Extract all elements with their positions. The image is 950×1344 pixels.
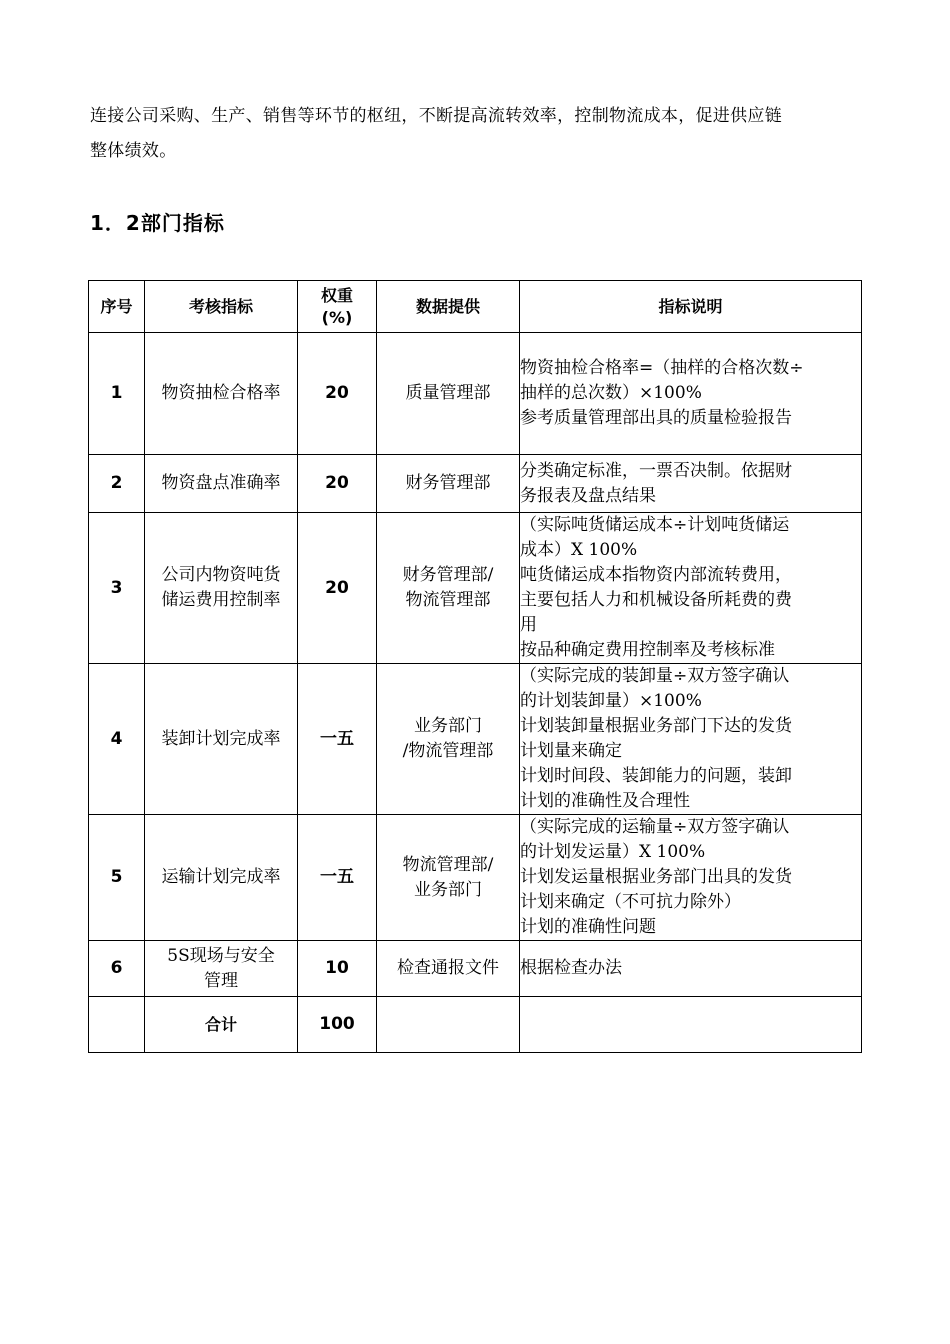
table-header-row [89, 281, 862, 333]
total-source [377, 997, 520, 1053]
row-indicator [145, 513, 298, 664]
row-description [520, 664, 862, 815]
row-source [377, 815, 520, 941]
row-description-line: 根据检查办法 [520, 958, 622, 978]
row-indicator [145, 664, 298, 815]
intro-line-2: 整体绩效。 [90, 141, 177, 161]
row-indicator [145, 941, 298, 997]
total-description [520, 997, 862, 1053]
row-weight: 20 [298, 455, 377, 513]
row-index: 2 [89, 455, 145, 513]
header-index: 序号 [89, 281, 145, 333]
row-index: 6 [89, 941, 145, 997]
row-source [377, 513, 520, 664]
row-indicator [145, 333, 298, 455]
row-description-line: 主要包括人力和机械设备所耗费的费 [520, 590, 792, 610]
header-indicator: 考核指标 [145, 281, 298, 333]
row-description [520, 815, 862, 941]
row-weight: 10 [298, 941, 377, 997]
row-description [520, 333, 862, 455]
row-description [520, 513, 862, 664]
row-description-line: 物资抽检合格率=（抽样的合格次数÷ [520, 358, 804, 378]
row-description-line: 计划发运量根据业务部门出具的发货 [520, 867, 792, 887]
row-source-line: 财务管理部 [405, 473, 491, 493]
row-description-line: 成本）X 100% [520, 540, 638, 560]
table-row [89, 815, 862, 941]
row-source [377, 941, 520, 997]
row-indicator-line: 储运费用控制率 [161, 590, 281, 610]
row-description [520, 941, 862, 997]
row-description-line: （实际完成的运输量÷双方签字确认 [520, 817, 790, 837]
section-title: 1．2部门指标 [90, 211, 225, 235]
row-source [377, 664, 520, 815]
row-source-line: 物流管理部 [405, 590, 491, 610]
table-total-row [89, 997, 862, 1053]
row-source-line: 检查通报文件 [397, 958, 499, 978]
row-description-line: 计划装卸量根据业务部门下达的发货 [520, 716, 792, 736]
row-description-line: 分类确定标准，一票否决制。依据财 [520, 460, 792, 481]
row-indicator-line: 5S现场与安全 [167, 945, 275, 966]
row-source-line: 物流管理部/ [402, 854, 494, 875]
row-source [377, 455, 520, 513]
row-index: 5 [89, 815, 145, 941]
total-label: 合计 [145, 997, 298, 1053]
row-source-line: 业务部门 [414, 879, 482, 900]
row-source [377, 333, 520, 455]
row-source-line: 业务部门 [414, 716, 482, 736]
header-source: 数据提供 [377, 281, 520, 333]
row-weight: 20 [298, 513, 377, 664]
row-source-line: /物流管理部 [402, 741, 494, 761]
row-indicator [145, 815, 298, 941]
row-indicator-line: 公司内物资吨货 [161, 565, 281, 585]
row-description-line: 的计划发运量）X 100% [520, 842, 706, 862]
row-source-line: 财务管理部/ [402, 565, 494, 585]
row-indicator-line: 装卸计划完成率 [161, 728, 281, 749]
row-description-line: （实际完成的装卸量÷双方签字确认 [520, 666, 790, 686]
header-weight-line-1: 权重 [320, 285, 353, 305]
row-description-line: 计划来确定（不可抗力除外） [520, 892, 741, 912]
row-description-line: 吨货储运成本指物资内部流转费用， [520, 565, 792, 585]
row-description-line: 计划的准确性问题 [520, 917, 656, 937]
row-description-line: 的计划装卸量）×100% [520, 691, 702, 711]
table-row [89, 333, 862, 455]
row-description-line: 计划的准确性及合理性 [520, 791, 690, 811]
row-source-line: 质量管理部 [405, 383, 491, 403]
row-indicator [145, 455, 298, 513]
intro-line-1: 连接公司采购、生产、销售等环节的枢纽，不断提高流转效率，控制物流成本，促进供应链 [90, 106, 782, 126]
row-description-line: （实际吨货储运成本÷计划吨货储运 [520, 515, 790, 535]
table-row [89, 455, 862, 513]
row-description-line: 计划时间段、装卸能力的问题，装卸 [520, 766, 792, 786]
row-indicator-line: 运输计划完成率 [161, 867, 281, 887]
row-index: 1 [89, 333, 145, 455]
table-body [89, 333, 862, 1053]
kpi-table [88, 280, 862, 1053]
header-weight [298, 281, 377, 333]
row-indicator-line: 物资抽检合格率 [161, 383, 281, 403]
row-description-line: 务报表及盘点结果 [520, 485, 656, 506]
row-indicator-line: 管理 [204, 970, 238, 991]
row-weight: 一五 [298, 664, 377, 815]
row-indicator-line: 物资盘点准确率 [161, 473, 281, 493]
row-weight: 一五 [298, 815, 377, 941]
header-description: 指标说明 [520, 281, 862, 333]
table-row [89, 513, 862, 664]
table-row [89, 941, 862, 997]
row-description [520, 455, 862, 513]
row-index: 4 [89, 664, 145, 815]
row-description-line: 用 [520, 615, 537, 635]
table-row [89, 664, 862, 815]
row-description-line: 抽样的总次数）×100% [520, 383, 702, 403]
total-weight: 100 [298, 997, 377, 1053]
row-index: 3 [89, 513, 145, 664]
row-weight: 20 [298, 333, 377, 455]
row-description-line: 参考质量管理部出具的质量检验报告 [520, 408, 792, 428]
row-description-line: 计划量来确定 [520, 741, 622, 761]
header-weight-line-2: (%) [321, 307, 353, 327]
intro-paragraph [90, 99, 860, 169]
row-description-line: 按品种确定费用控制率及考核标准 [520, 640, 775, 660]
total-index [89, 997, 145, 1053]
